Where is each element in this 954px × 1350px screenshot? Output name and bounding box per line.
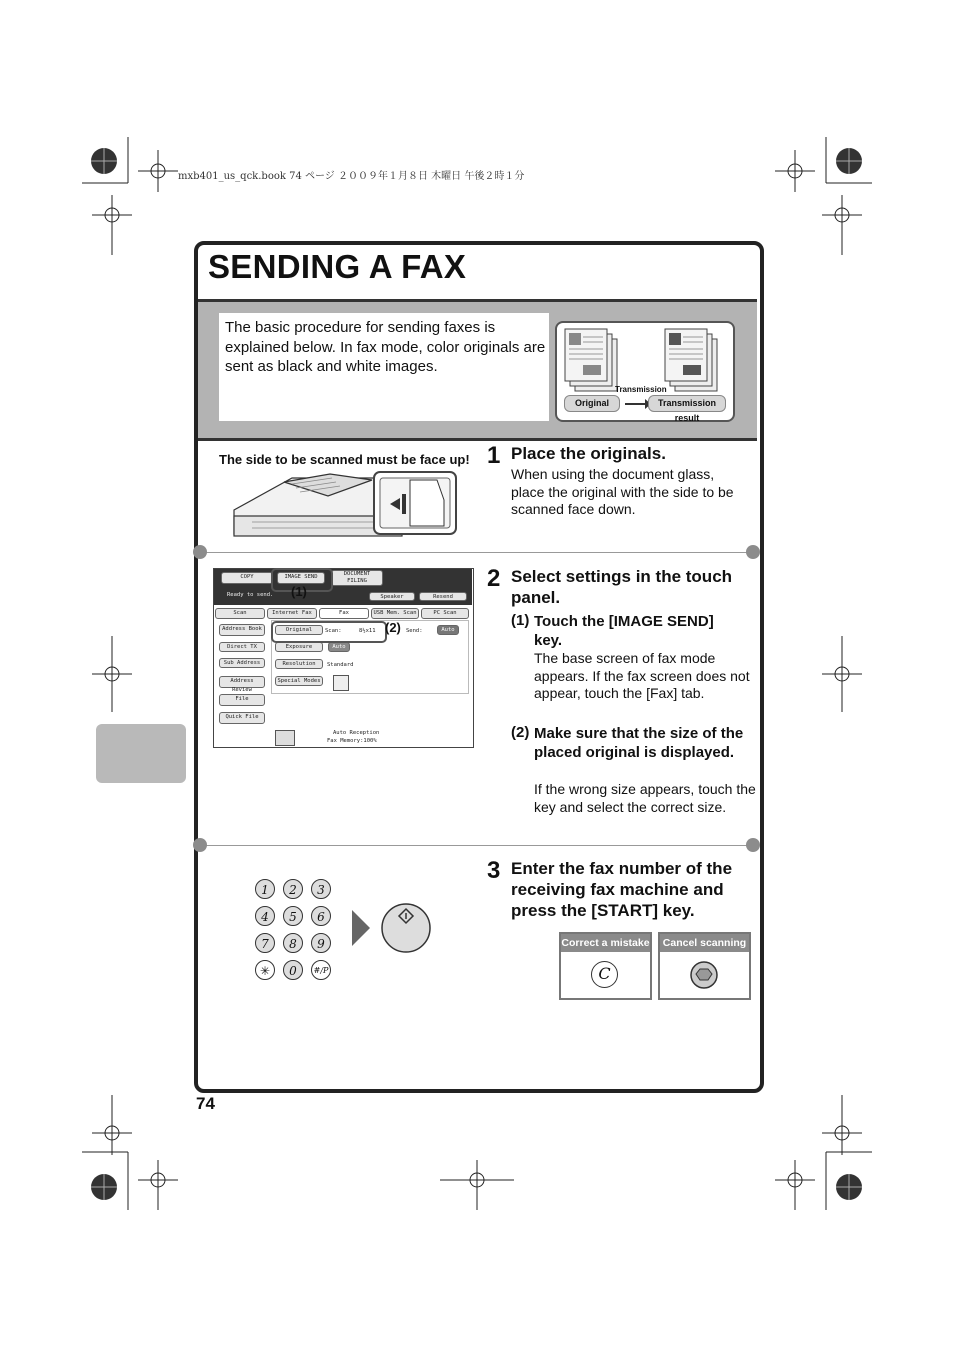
panel-resend-key: Resend	[419, 592, 467, 601]
correct-mistake-card	[559, 932, 652, 1000]
panel-scan-label: Scan:	[325, 628, 342, 634]
key-2: 2	[283, 879, 303, 899]
key-8: 8	[283, 933, 303, 953]
panel-tab-usb-scan: USB Mem. Scan	[371, 608, 419, 619]
transmission-label: Transmission	[615, 385, 667, 394]
doc-filing-line1: DOCUMENT	[343, 571, 371, 577]
cancel-scanning-card	[658, 932, 751, 1000]
step1-body: When using the document glass, place the original with the side to be scanned face down.	[511, 466, 734, 517]
step3-title: Enter the fax number of the receiving fax machine and press the [START] key.	[511, 859, 733, 920]
panel-quick-file: Quick File	[219, 712, 265, 724]
key-4: 4	[255, 906, 275, 926]
panel-special-modes-key: Special Modes	[275, 676, 323, 686]
step2-sub2-label: (2)	[511, 724, 530, 741]
panel-ready-text: Ready to send.	[227, 592, 274, 598]
panel-send-value: Auto	[437, 625, 459, 635]
stop-key-icon	[690, 961, 718, 989]
step2-sub1-label: (1)	[511, 612, 530, 629]
page-number: 74	[196, 1094, 215, 1113]
page-title: SENDING A FAX	[208, 248, 467, 285]
key-hash-p: #/P	[311, 960, 331, 980]
panel-tab-internet-fax: Internet Fax	[267, 608, 317, 619]
separator-2-dot-right	[746, 838, 760, 852]
panel-tab-fax: Fax	[319, 608, 369, 619]
transmission-result-label: Transmission result	[648, 395, 726, 412]
step2-sub1-title: Touch the [IMAGE SEND] key.	[534, 613, 714, 649]
touch-panel-content	[213, 568, 473, 748]
panel-sub-address: Sub Address	[219, 658, 265, 668]
panel-scan-value: 8½x11	[359, 628, 376, 634]
key-7: 7	[255, 933, 275, 953]
panel-address-review: Address Review	[219, 676, 265, 688]
step3-number: 3	[487, 857, 501, 884]
panel-resolution-key: Resolution	[275, 659, 323, 669]
panel-document-filing-key	[331, 570, 383, 586]
start-button-icon	[382, 904, 430, 952]
clear-key-icon: C	[591, 961, 618, 988]
original-label: Original	[564, 395, 620, 412]
panel-tab-pc-scan: PC Scan	[421, 608, 469, 619]
callout1-label: (1)	[291, 584, 307, 599]
separator-2-dot-left	[193, 838, 207, 852]
panel-image-send-key: IMAGE SEND	[277, 572, 325, 584]
step2-sub1-body: The base screen of fax mode appears. If the fax screen does not appear, touch the [Fax] tab.	[534, 650, 750, 701]
panel-send-label: Send:	[406, 628, 423, 634]
cancel-scanning-label: Cancel scanning	[660, 934, 749, 952]
key-0: 0	[283, 960, 303, 980]
separator-2	[205, 845, 751, 846]
separator-1	[205, 552, 751, 553]
panel-copy-key: COPY	[221, 572, 273, 584]
panel-resolution-value: Standard	[327, 662, 354, 668]
separator-1-dot-left	[193, 545, 207, 559]
panel-auto-reception: Auto Reception	[333, 730, 380, 736]
panel-speaker-key: Speaker	[369, 592, 415, 601]
key-5: 5	[283, 906, 303, 926]
keypad-illustration	[255, 879, 335, 983]
panel-fax-memory: Fax Memory:100%	[327, 738, 377, 744]
panel-tab-scan: Scan	[215, 608, 265, 619]
key-9: 9	[311, 933, 331, 953]
arrow-right-icon	[352, 910, 370, 946]
panel-original-key: Original	[275, 625, 323, 635]
key-3: 3	[311, 879, 331, 899]
panel-exposure-key: Exposure	[275, 642, 323, 652]
panel-sheet-icon	[275, 730, 295, 746]
callout2-highlight	[271, 621, 387, 643]
panel-file: File	[219, 694, 265, 706]
key-star: ✳	[255, 960, 275, 980]
key-6: 6	[311, 906, 331, 926]
step2-title: Select settings in the touch panel.	[511, 567, 733, 607]
start-key-illustration	[350, 900, 434, 956]
doc-filing-line2: FILING	[347, 578, 367, 584]
callout2-label: (2)	[385, 620, 401, 635]
print-header-line: mxb401_us_qck.book 74 ページ ２００９年１月８日 木曜日 午後２時１分	[178, 171, 525, 182]
face-up-caption: The side to be scanned must be face up!	[219, 452, 470, 467]
step1-number: 1	[487, 442, 501, 469]
key-1: 1	[255, 879, 275, 899]
step2-sub2-title: Make sure that the size of the placed original is displayed.	[534, 725, 744, 761]
correct-mistake-label: Correct a mistake	[561, 934, 650, 952]
intro-text: The basic procedure for sending faxes is explained below. In fax mode, color originals are sent as black and white images.	[225, 319, 546, 375]
step2-sub2-body: If the wrong size appears, touch the key and select the correct size.	[534, 781, 756, 815]
panel-direct-tx: Direct TX	[219, 642, 265, 652]
intro-illustration	[555, 321, 735, 422]
panel-exposure-value: Auto	[328, 642, 350, 652]
separator-1-dot-right	[746, 545, 760, 559]
panel-info-icon	[333, 675, 349, 691]
step2-number: 2	[487, 565, 501, 592]
document-feeder-illustration	[232, 470, 460, 538]
chapter-side-tab	[96, 724, 186, 783]
panel-address-book: Address Book	[219, 624, 265, 636]
step1-title: Place the originals.	[511, 444, 666, 463]
